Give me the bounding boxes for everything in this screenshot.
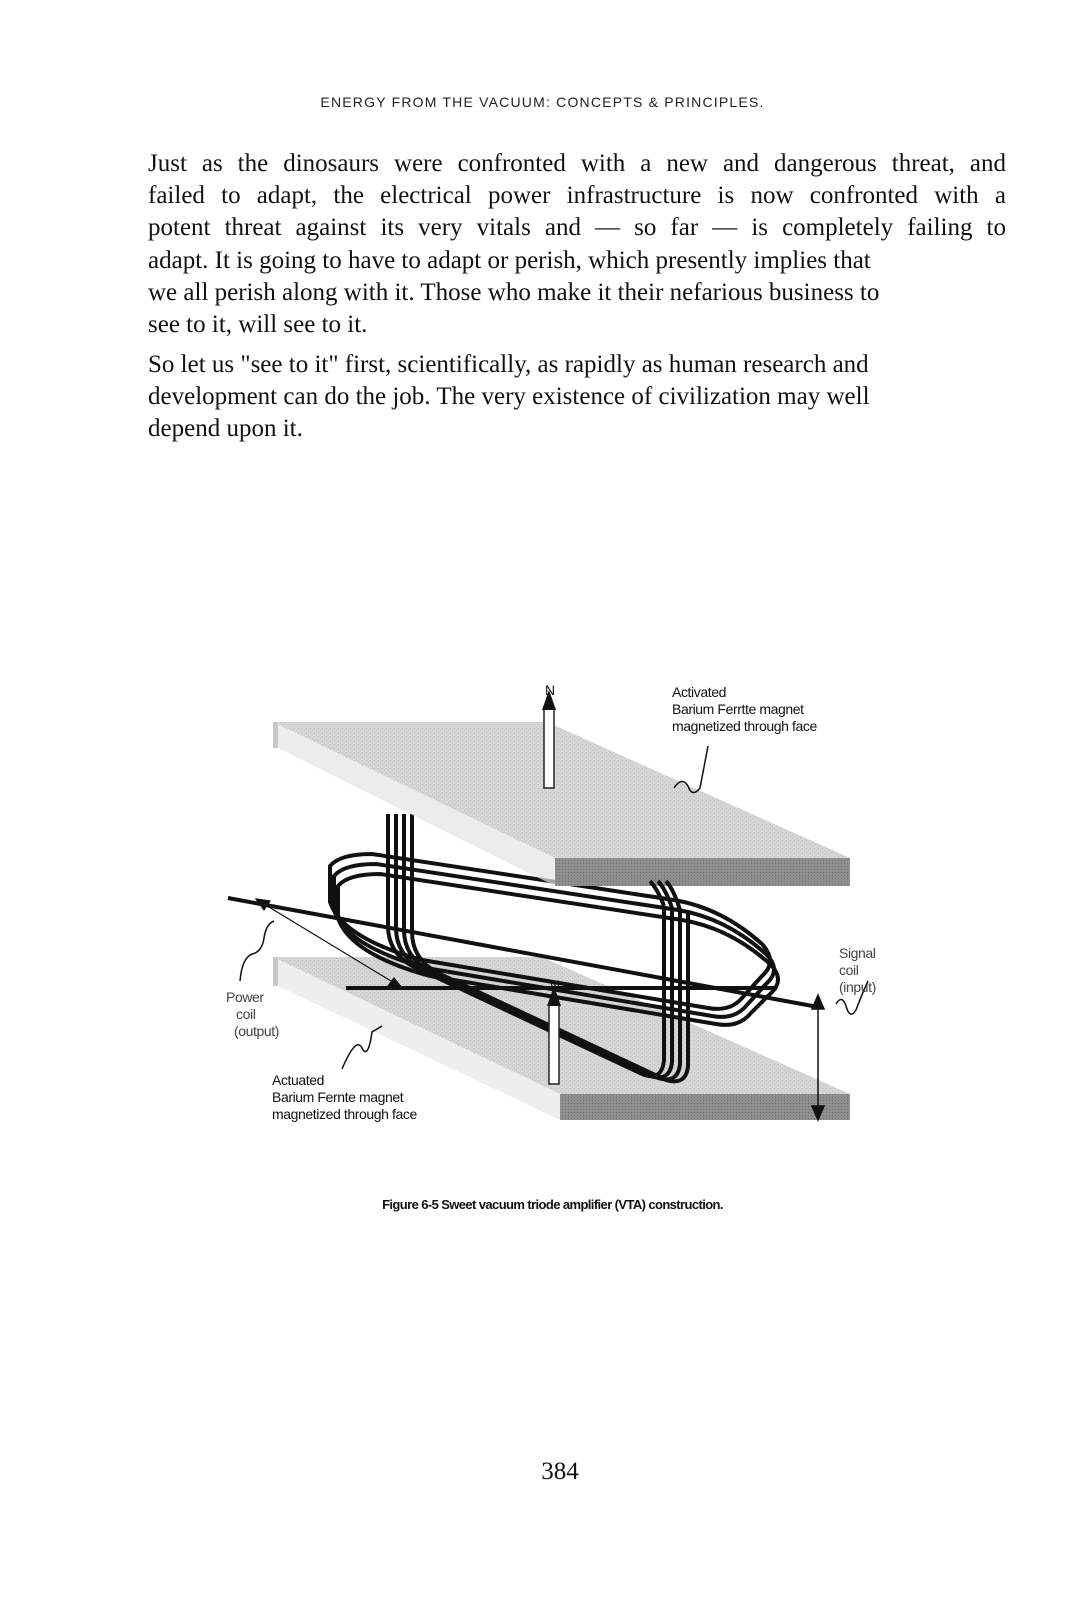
paragraph-line: potent threat against its very vitals and — so far — is completely failing to xyxy=(148,214,1006,242)
vta-construction-figure xyxy=(222,676,888,1176)
running-header: ENERGY FROM THE VACUUM: CONCEPTS & PRINCIPLES. xyxy=(320,94,765,110)
page-number: 384 xyxy=(541,1458,579,1485)
north-arrow-bottom xyxy=(547,986,561,1084)
paragraph-line: So let us "see to it" first, scientifically, as rapidly as human research and xyxy=(148,351,869,378)
north-label-bottom: N xyxy=(550,977,560,993)
paragraph-line: Just as the dinosaurs were confronted with a new and dangerous threat, and xyxy=(148,150,1006,177)
figure-caption: Figure 6-5 Sweet vacuum triode amplifier (VTA) construction. xyxy=(382,1197,723,1212)
top-magnet-label: Activated Barium Ferrtte magnet magnetized through face xyxy=(672,684,817,734)
paragraph-line: depend upon it. xyxy=(148,415,303,443)
signal-coil-label: Signal coil (input) xyxy=(839,945,876,995)
top-magnet xyxy=(273,722,850,886)
north-label-top: N xyxy=(545,682,555,698)
power-coil-label: Power coil (output) xyxy=(226,989,280,1039)
body-paragraph-2 xyxy=(148,349,968,446)
paragraph-line: see to it, will see to it. xyxy=(148,311,368,339)
paragraph-line: development can do the job. The very existence of civilization may well xyxy=(148,383,870,411)
north-arrow-top xyxy=(542,690,556,788)
paragraph-line: failed to adapt, the electrical power infrastructure is now confronted with a xyxy=(148,182,1006,210)
paragraph-line: adapt. It is going to have to adapt or perish, which presently implies that xyxy=(148,246,871,274)
power-leader xyxy=(240,921,274,981)
paragraph-line: we all perish along with it. Those who make it their nefarious business to xyxy=(148,278,880,306)
body-paragraph-1 xyxy=(148,148,1006,341)
bottom-magnet-label: Actuated Barium Fernte magnet magnetized through face xyxy=(272,1072,417,1122)
